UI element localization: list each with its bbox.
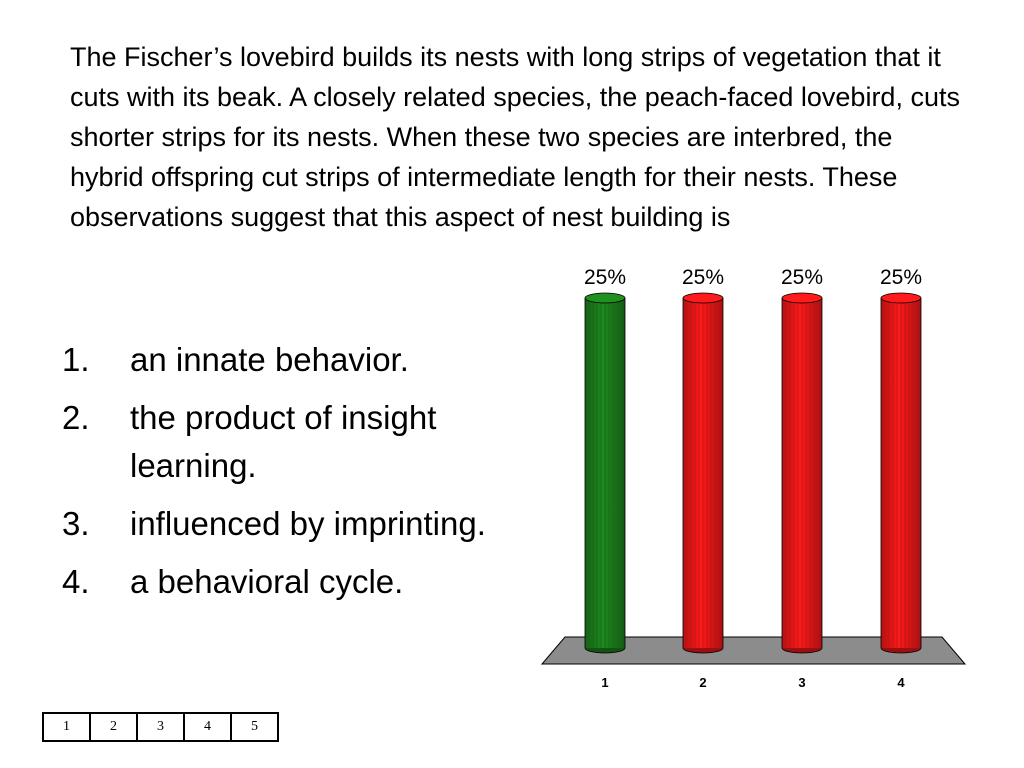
answer-text: a behavioral cycle. xyxy=(130,563,404,600)
bar xyxy=(782,293,822,653)
x-tick-label: 2 xyxy=(699,675,707,690)
answer-number: 4. xyxy=(62,563,90,600)
answer-option xyxy=(62,394,522,490)
x-tick-label: 4 xyxy=(897,675,905,690)
response-counter xyxy=(42,712,279,742)
bar xyxy=(585,293,625,653)
counter-cell: 4 xyxy=(184,713,231,741)
bar xyxy=(881,293,921,653)
answer-number: 2. xyxy=(62,399,90,436)
bar-data-label: 25% xyxy=(681,266,725,289)
response-chart xyxy=(535,250,975,700)
counter-cell: 3 xyxy=(137,713,184,741)
bar-data-label: 25% xyxy=(879,266,923,289)
answer-number: 1. xyxy=(62,341,90,378)
bar xyxy=(683,293,723,653)
answer-option xyxy=(62,558,522,606)
answer-text: influenced by imprinting. xyxy=(130,505,486,542)
answer-number: 3. xyxy=(62,505,90,542)
answer-list xyxy=(62,336,522,616)
answer-option xyxy=(62,336,522,384)
counter-cell: 1 xyxy=(43,713,90,741)
x-tick-label: 1 xyxy=(601,675,609,690)
answer-text: the product of insight learning. xyxy=(130,399,437,484)
counter-cell: 2 xyxy=(90,713,137,741)
answer-option xyxy=(62,500,522,548)
x-tick-label: 3 xyxy=(798,675,806,690)
question-text: The Fischer’s lovebird builds its nests with long strips of vegetation that it cuts with its beak. A closely related species, the peach-faced lovebird, cuts shorter strips for its nests. When these two species are interbred, the hybrid offspring cut strips of intermediate length for their nests. These observations suggest that this aspect of nest building is xyxy=(70,42,960,232)
answer-text: an innate behavior. xyxy=(130,341,409,378)
bar-data-label: 25% xyxy=(780,266,824,289)
bar-data-label: 25% xyxy=(583,266,627,289)
counter-cell: 5 xyxy=(231,713,278,741)
